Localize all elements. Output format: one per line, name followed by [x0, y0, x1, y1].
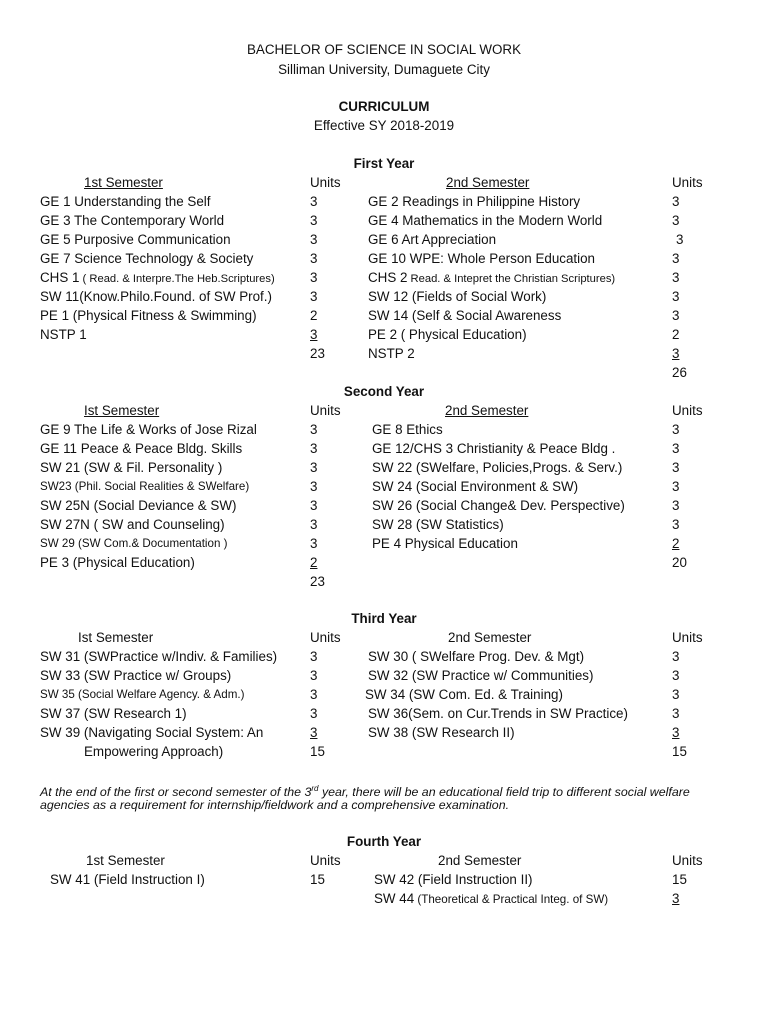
course-name: NSTP 2: [368, 346, 415, 361]
course-units: 3: [310, 441, 318, 456]
course-name: SW 31 (SWPractice w/Indiv. & Families): [40, 649, 278, 664]
course-units: 3: [310, 706, 318, 721]
course-name: GE 12/CHS 3 Christianity & Peace Bldg .: [372, 441, 616, 456]
course-name: SW 28 (SW Statistics): [372, 517, 504, 532]
semester-label: Ist Semester: [84, 403, 160, 418]
semester-label: 2nd Semester: [445, 403, 529, 418]
course-name: SW 32 (SW Practice w/ Communities): [368, 668, 594, 683]
curriculum-heading: CURRICULUM: [338, 99, 430, 114]
course-name: SW 41 (Field Instruction I): [50, 872, 205, 887]
course-units: 3: [672, 289, 680, 304]
course-units: 3: [672, 422, 680, 437]
course-units: 3: [672, 649, 680, 664]
course-units: 3: [672, 441, 680, 456]
course-name: GE 11 Peace & Peace Bldg. Skills: [40, 441, 243, 456]
year-title-fourth: Fourth Year: [346, 834, 422, 849]
university-name: Silliman University, Dumaguete City: [278, 62, 490, 77]
course-name: SW 37 (SW Research 1): [40, 706, 187, 721]
course-units: 3: [310, 460, 318, 475]
course-name: SW 25N (Social Deviance & SW): [40, 498, 237, 513]
course-units: 3: [310, 479, 318, 494]
course-name: SW 33 (SW Practice w/ Groups): [40, 668, 232, 683]
semester-label: 2nd Semester: [438, 853, 522, 868]
course-name: SW 12 (Fields of Social Work): [368, 289, 547, 304]
semester-total: 26: [672, 365, 687, 380]
course-units: 3: [310, 251, 318, 266]
units-header: Units: [310, 630, 341, 645]
course-units: 3: [310, 232, 318, 247]
course-name: SW 35 (Social Welfare Agency. & Adm.): [40, 688, 245, 701]
course-name: PE 1 (Physical Fitness & Swimming): [40, 308, 257, 323]
units-header: Units: [672, 630, 703, 645]
program-title: BACHELOR OF SCIENCE IN SOCIAL WORK: [246, 42, 522, 57]
course-units: 3: [672, 308, 680, 323]
course-units: 3: [672, 725, 680, 740]
course-name: GE 1 Understanding the Self: [40, 194, 211, 209]
course-units: 3: [310, 327, 318, 342]
year-title-third: Third Year: [351, 611, 417, 626]
course-name: PE 4 Physical Education: [372, 536, 518, 551]
course-name: GE 5 Purposive Communication: [40, 232, 231, 247]
note-text: At the end of the first or second semester of the 3: [40, 785, 312, 800]
semester-label: 1st Semester: [86, 853, 165, 868]
course-units: 3: [310, 517, 318, 532]
course-units: 2: [672, 536, 680, 551]
semester-total: 23: [310, 346, 325, 361]
course-name: PE 3 (Physical Education): [40, 555, 195, 570]
course-name: SW 24 (Social Environment & SW): [372, 479, 579, 494]
semester-label: 2nd Semester: [446, 175, 530, 190]
course-name: GE 10 WPE: Whole Person Education: [368, 251, 596, 266]
course-name: SW 42 (Field Instruction II): [374, 872, 533, 887]
course-description: ( Read. & Interpre.The Heb.Scriptures): [79, 273, 275, 285]
course-units: 3: [672, 706, 680, 721]
course-units: 3: [672, 213, 680, 228]
course-units: 3: [672, 251, 680, 266]
course-name-continued: Empowering Approach): [84, 744, 224, 759]
course-name: PE 2 ( Physical Education): [368, 327, 527, 342]
course-units: 3: [310, 422, 318, 437]
year-title-second: Second Year: [343, 384, 425, 399]
course-name: SW 27N ( SW and Counseling): [40, 517, 225, 532]
units-header: Units: [672, 403, 703, 418]
semester-label: 2nd Semester: [448, 630, 532, 645]
course-units: 3: [676, 232, 684, 247]
course-name: SW 14 (Self & Social Awareness: [368, 308, 562, 323]
course-units: 15: [672, 872, 687, 887]
course-units: 2: [310, 308, 318, 323]
year-title-first: First Year: [353, 156, 415, 171]
units-header: Units: [672, 853, 703, 868]
course-description: (Theoretical & Practical Integ. of SW): [414, 893, 609, 906]
semester-total: 20: [672, 555, 687, 570]
course-name: SW 36(Sem. on Cur.Trends in SW Practice): [368, 706, 628, 721]
units-header: Units: [672, 175, 703, 190]
course-units: 3: [672, 668, 680, 683]
course-name: GE 3 The Contemporary World: [40, 213, 225, 228]
course-name: SW 29 (SW Com.& Documentation ): [40, 537, 228, 550]
course-units: 3: [672, 687, 680, 702]
course-name: GE 7 Science Technology & Society: [40, 251, 254, 266]
course-units: 3: [310, 668, 318, 683]
course-name: GE 4 Mathematics in the Modern World: [368, 213, 603, 228]
course-units: 2: [310, 555, 318, 570]
course-description: Read. & Intepret the Christian Scriptures): [407, 273, 616, 285]
course-name: SW 30 ( SWelfare Prog. Dev. & Mgt): [368, 649, 585, 664]
semester-total: 15: [310, 744, 325, 759]
units-header: Units: [310, 853, 341, 868]
semester-label: 1st Semester: [84, 175, 163, 190]
course-units: 3: [672, 498, 680, 513]
course-units: 3: [672, 891, 680, 906]
course-units: 3: [310, 725, 318, 740]
course-units: 3: [310, 498, 318, 513]
course-units: 3: [672, 460, 680, 475]
course-name: SW 26 (Social Change& Dev. Perspective): [372, 498, 625, 513]
course-units: 3: [310, 649, 318, 664]
course-units: 3: [672, 517, 680, 532]
course-units: 3: [672, 346, 680, 361]
course-name: GE 6 Art Appreciation: [368, 232, 497, 247]
units-header: Units: [310, 403, 341, 418]
course-units: 3: [310, 687, 318, 702]
course-name: SW 39 (Navigating Social System: An: [40, 725, 264, 740]
course-name: SW 11(Know.Philo.Found. of SW Prof.): [40, 289, 272, 304]
course-units: 3: [310, 270, 318, 285]
course-name: SW 21 (SW & Fil. Personality ): [40, 460, 223, 475]
course-name: SW 22 (SWelfare, Policies,Progs. & Serv.): [372, 460, 623, 475]
course-name: GE 2 Readings in Philippine History: [368, 194, 581, 209]
course-name: GE 9 The Life & Works of Jose Rizal: [40, 422, 257, 437]
course-name: CHS 1: [40, 270, 80, 285]
course-name: CHS 2: [368, 270, 408, 285]
course-name: NSTP 1: [40, 327, 87, 342]
course-units: 3: [310, 213, 318, 228]
course-row: [368, 268, 615, 289]
course-name: SW 34 (SW Com. Ed. & Training): [365, 687, 563, 702]
course-name: SW23 (Phil. Social Realities & SWelfare): [40, 480, 250, 493]
units-header: Units: [310, 175, 341, 190]
course-units: 3: [310, 289, 318, 304]
effective-year: Effective SY 2018-2019: [313, 118, 455, 133]
course-name: SW 44: [374, 891, 415, 906]
course-units: 2: [672, 327, 680, 342]
course-units: 3: [672, 194, 680, 209]
semester-total: 15: [672, 744, 687, 759]
note-text: year, there will be an educational field trip to different social welfare: [318, 785, 690, 800]
course-units: 3: [310, 194, 318, 209]
course-name: SW 38 (SW Research II): [368, 725, 515, 740]
course-units: 15: [310, 872, 325, 887]
field-trip-note-line2: agencies as a requirement for internship/fieldwork and a comprehensive examination.: [40, 798, 510, 812]
note-superscript: rd: [311, 784, 319, 793]
semester-total: 23: [310, 574, 325, 589]
course-units: 3: [672, 479, 680, 494]
course-units: 3: [310, 536, 318, 551]
course-row: [374, 889, 608, 909]
course-name: GE 8 Ethics: [372, 422, 443, 437]
semester-label: Ist Semester: [78, 630, 154, 645]
course-units: 3: [672, 270, 680, 285]
course-row: [40, 268, 275, 289]
